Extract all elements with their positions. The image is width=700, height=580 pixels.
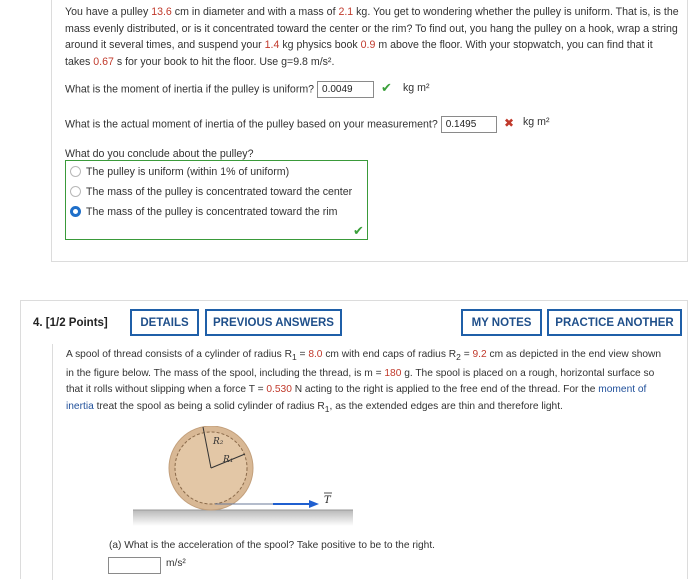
radio-selected-icon[interactable] xyxy=(70,206,81,217)
uniform-inertia-unit: kg m² xyxy=(403,82,430,94)
previous-answers-button[interactable]: PREVIOUS ANSWERS xyxy=(205,309,342,336)
problem-3-card xyxy=(51,0,688,262)
problem-4-text: A spool of thread consists of a cylinder of radius $R_1 = 8.0$ cm with end caps of radius $R_2 = 9.2$ cm as depicted in the end view shown in the figure below. The mass of the spool, including the thread, is m = 180 g. The spool is placed on a rough, horizontal surface so that it rolls without slipping when a force T = 0.530 N acting to the right is applied to the free end of the thread. For the moment of inertia treat the spool as being a solid cylinder of radius $R_1$, as the extended edges are thin and therefore light. xyxy=(66,349,662,414)
actual-inertia-answer-field[interactable]: 0.1495 xyxy=(441,116,497,133)
pulley-mass-value: 2.1 xyxy=(338,6,354,18)
spool-figure xyxy=(133,426,373,526)
part-a-answer-field[interactable] xyxy=(108,557,161,574)
force-value: 0.530 xyxy=(266,384,292,396)
part-a-question: (a) What is the acceleration of the spool? Take positive to be to the right. xyxy=(109,540,435,551)
question-conclusion: What do you conclude about the pulley? xyxy=(65,148,254,160)
radio-icon[interactable] xyxy=(70,166,81,177)
conclusion-choices: The pulley is uniform (within 1% of uniform) The mass of the pulley is concentrated toward the center The mass of the pulley is concentrated toward the rim ✔ xyxy=(65,160,368,240)
spool-mass-value: 180 xyxy=(384,367,402,379)
radio-icon[interactable] xyxy=(70,186,81,197)
fall-time-value: 0.67 xyxy=(93,55,114,68)
incorrect-cross-icon: ✖ xyxy=(504,116,515,130)
problem-4-heading: 4. [1/2 Points] xyxy=(33,317,108,329)
details-button[interactable]: DETAILS xyxy=(130,309,199,336)
label-r2: R₂ xyxy=(213,437,224,447)
part-a-unit: m/s² xyxy=(166,558,186,569)
radius-r2-value: 9.2 xyxy=(472,349,487,360)
practice-another-button[interactable]: PRACTICE ANOTHER xyxy=(547,309,682,336)
pulley-diameter-value: 13.6 xyxy=(151,6,172,18)
actual-inertia-unit: kg m² xyxy=(523,116,550,128)
question-uniform-inertia: What is the moment of inertia if the pulley is uniform? 0.0049 xyxy=(65,81,374,98)
question-actual-inertia: What is the actual moment of inertia of the pulley based on your measurement? 0.1495 xyxy=(65,116,497,133)
problem-4-card xyxy=(20,300,688,579)
force-arrowhead-icon xyxy=(309,500,319,508)
correct-check-icon: ✔ xyxy=(353,223,364,238)
uniform-inertia-answer-field[interactable]: 0.0049 xyxy=(317,81,374,98)
radius-r1-value: 8.0 xyxy=(308,349,323,360)
label-force: T xyxy=(324,495,331,506)
problem-3-text: You have a pulley 13.6 cm in diameter and with a mass of 2.1 kg. You get to wondering whether the pulley is uniform. That is, is the mass evenly distributed, or is it concentrated toward the center or the rim? To find out, you hang the pulley on a hook, wrap a string around it several times, and suspend your 1.4 kg physics book 0.9 m above the floor. With your stopwatch, you can find that it takes 0.67 s for your book to hit the floor. Use g=9.8 m/s². xyxy=(65,6,679,68)
problem-4-body xyxy=(52,344,672,580)
moment-of-inertia-link[interactable]: moment of inertia xyxy=(66,384,647,412)
book-mass-value: 1.4 xyxy=(264,39,280,51)
book-height-value: 0.9 xyxy=(360,39,376,51)
floor-surface xyxy=(133,510,353,526)
my-notes-button[interactable]: MY NOTES xyxy=(461,309,542,336)
correct-check-icon: ✔ xyxy=(381,80,392,95)
label-r1: R₁ xyxy=(223,455,234,465)
